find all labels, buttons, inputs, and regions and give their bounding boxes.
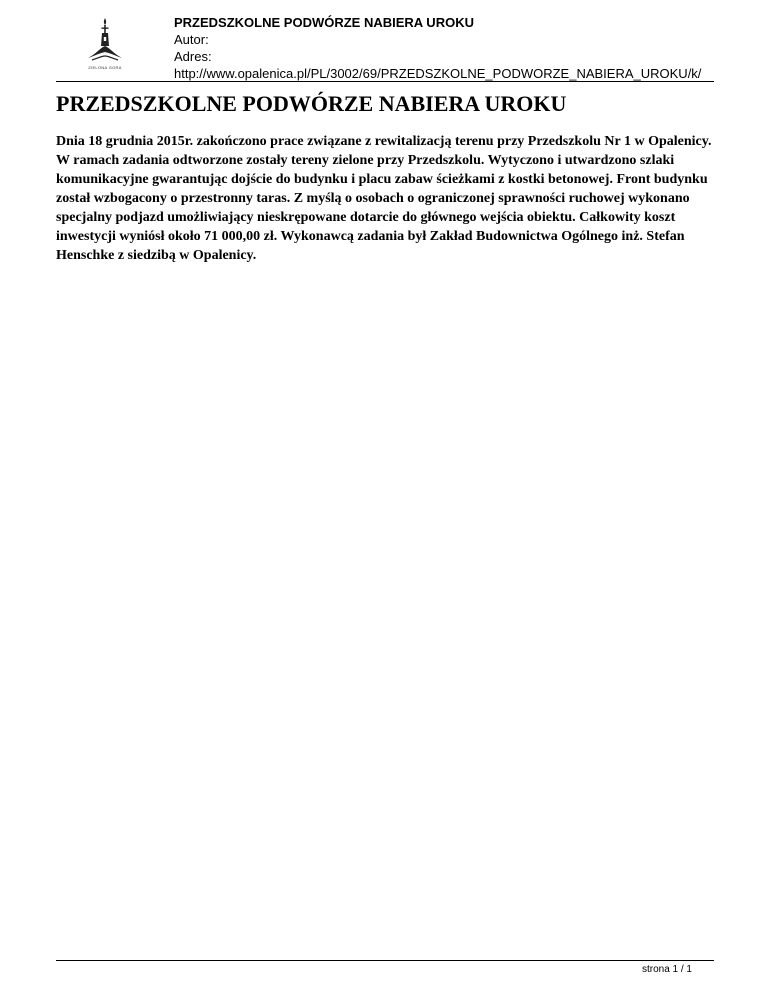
header-title: PRZEDSZKOLNE PODWÓRZE NABIERA UROKU: [174, 15, 474, 30]
logo-caption: ZIELONA GORA: [88, 65, 122, 70]
article-title: PRZEDSZKOLNE PODWÓRZE NABIERA UROKU: [56, 91, 567, 116]
source-url[interactable]: http://www.opalenica.pl/PL/3002/69/PRZEDSZKOLNE_PODWORZE_NABIERA_UROKU/k/: [174, 66, 702, 81]
address-label: Adres:: [174, 49, 212, 64]
author-label: Autor:: [174, 32, 209, 47]
article-body: Dnia 18 grudnia 2015r. zakończono prace związane z rewitalizacją terenu przy Przedszkolu Nr 1 w Opalenicy. W ramach zadania odtworzone zostały tereny zielone przy Przedszkolu. Wytyczono i utwardzono szlaki komunikacyjne gwarantując dojście do budynku i placu zabaw ścieżkami z kostki betonowej. Front budynku został wzbogacony o przestronny taras. Z myślą o osobach o ograniczonej sprawności ruchowej wykonano specjalny podjazd umożliwiający nieskrępowane dotarcie do głównego wejścia obiektu. Całkowity koszt inwestycji wyniósł około 71 000,00 zł. Wykonawcą zadania był Zakład Budownictwa Ogólnego inż. Stefan Henschke z siedzibą w Opalenicy.: [56, 134, 712, 263]
header-info: [174, 14, 701, 82]
footer-divider: [56, 960, 714, 961]
page-header: [56, 12, 714, 80]
header-divider: [56, 81, 714, 82]
town-crest-icon: [80, 16, 130, 64]
logo: [80, 16, 130, 74]
page-number: strona 1 / 1: [641, 964, 692, 975]
